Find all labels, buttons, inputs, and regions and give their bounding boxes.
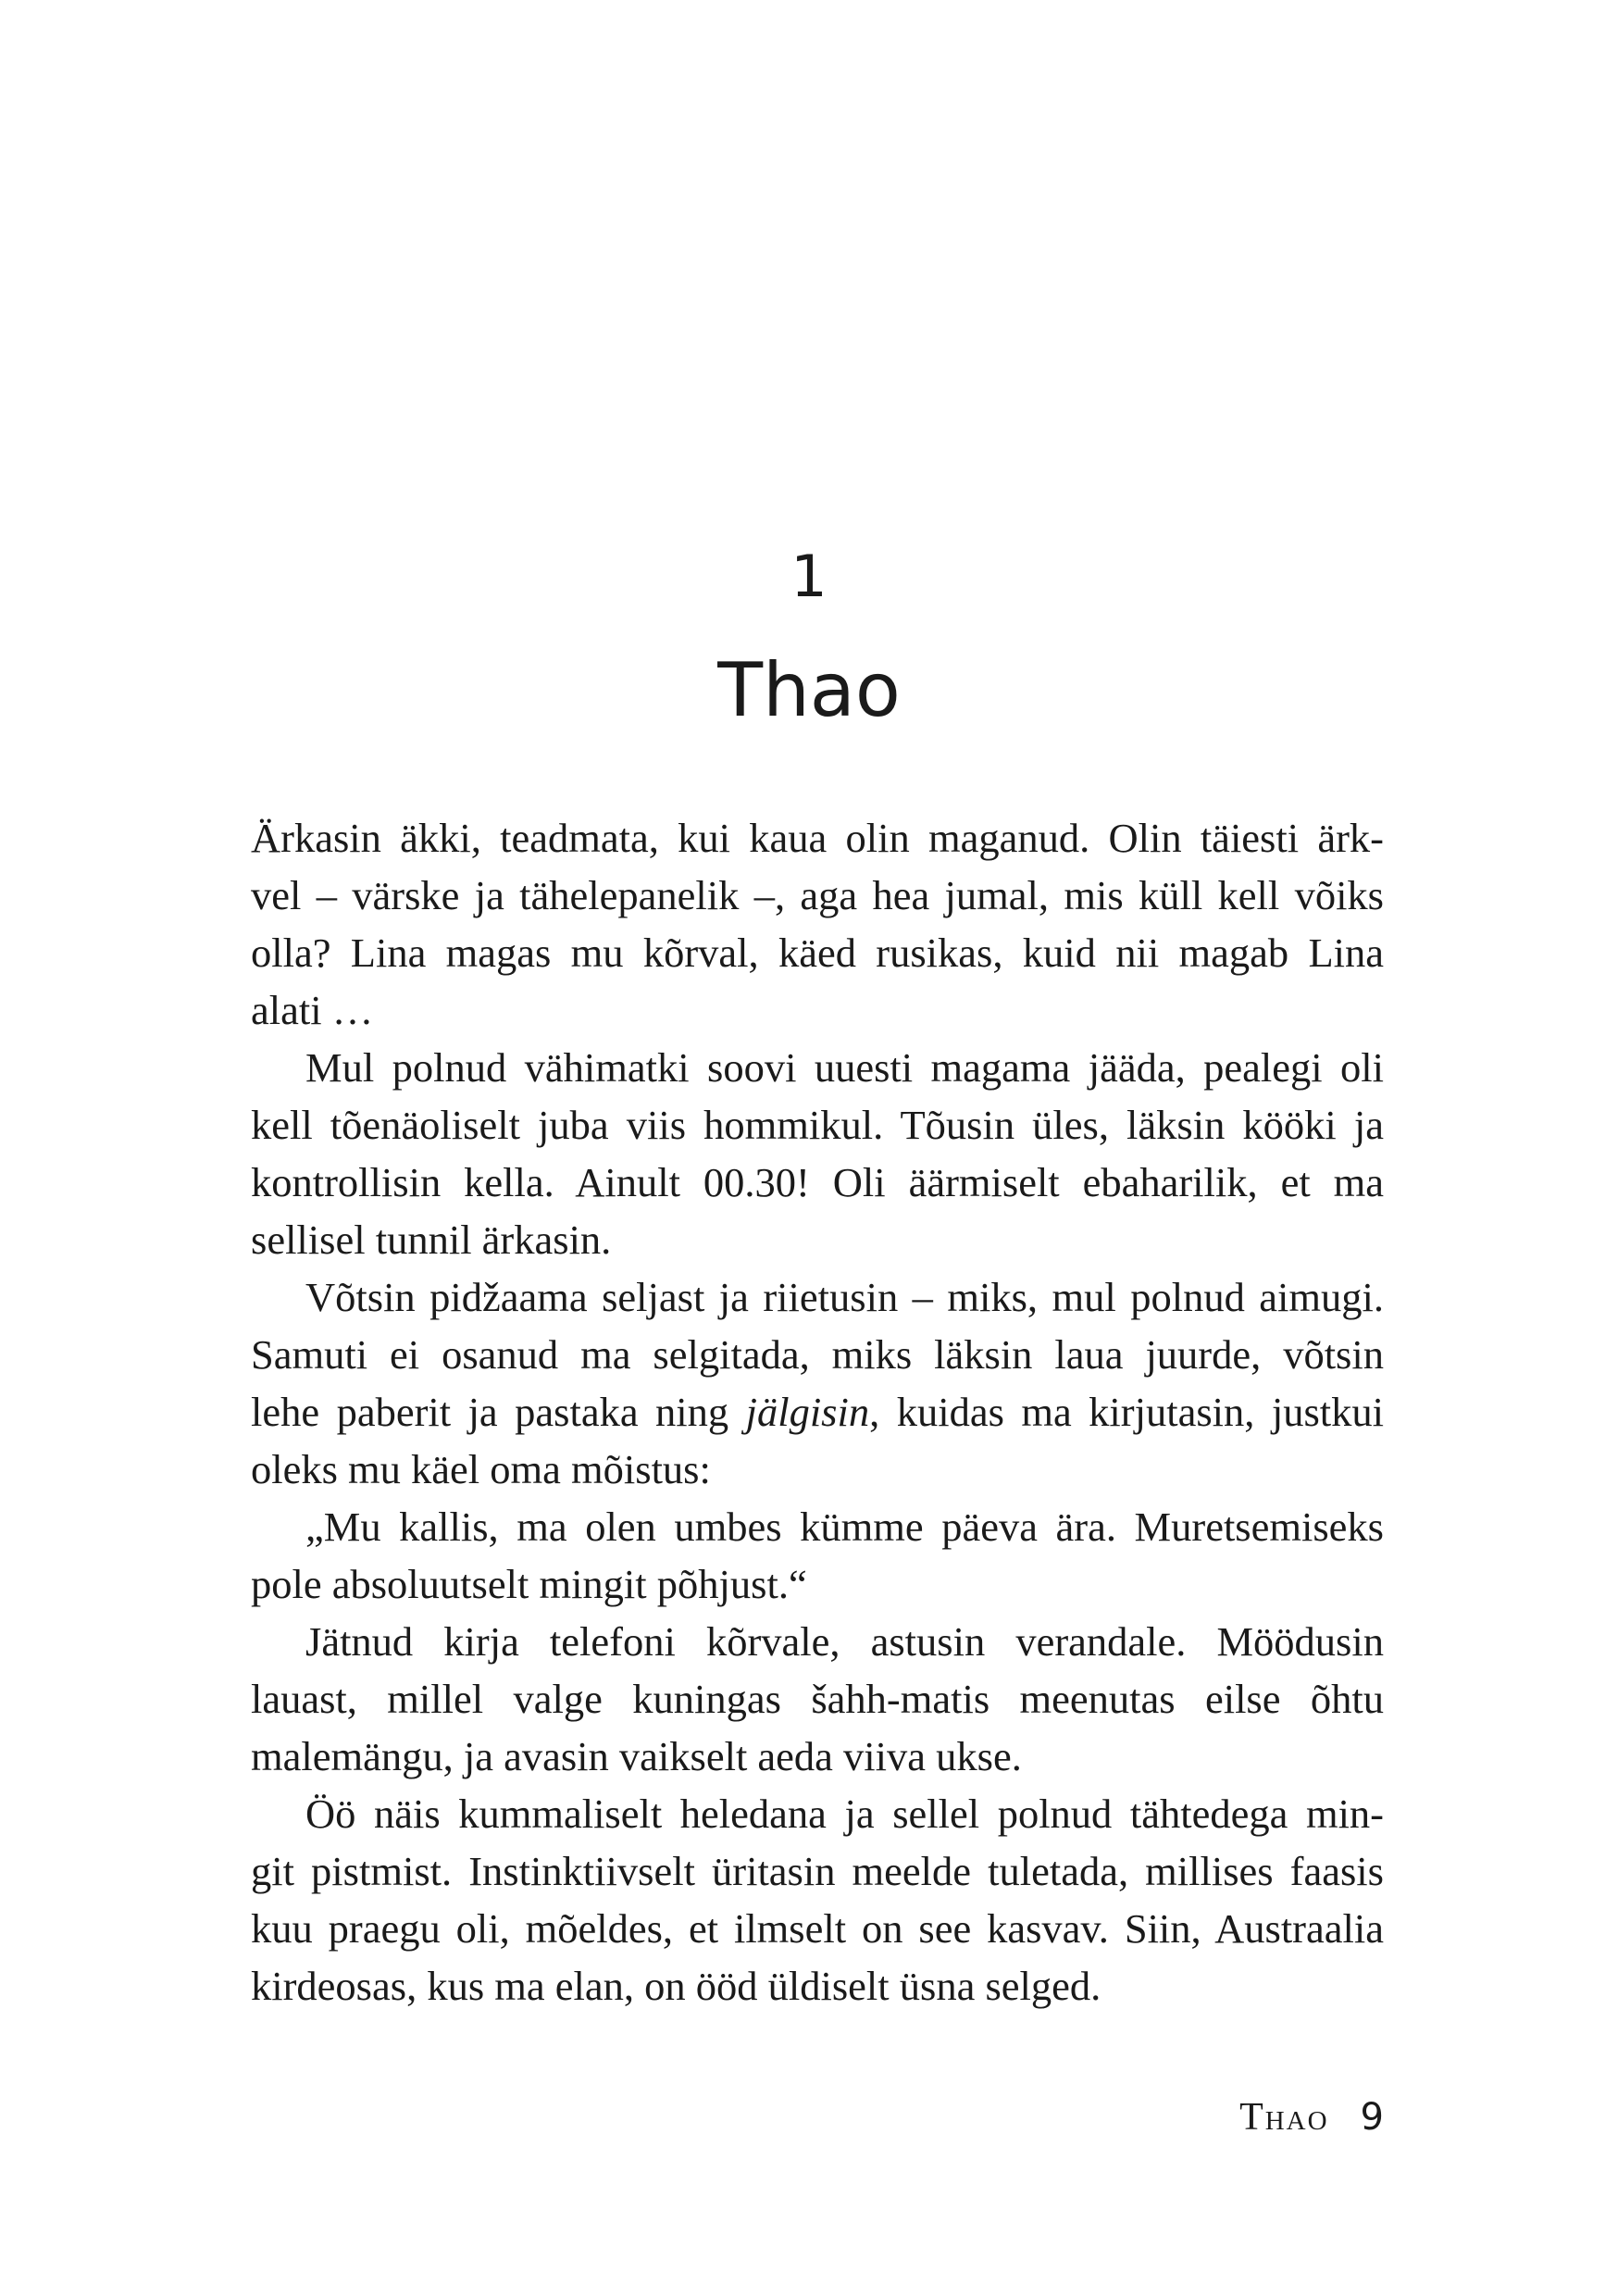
text-line: Ärkasin äkki, teadmata, kui kaua olin maganud. Olin täiesti ärk-: [251, 815, 1384, 861]
text-line: sellisel tunnil ärkasin.: [251, 1217, 612, 1263]
text-line: kell tõenäoliselt juba viis hommikul. Tõusin üles, läksin kööki ja: [251, 1102, 1384, 1148]
text-line: pole absoluutselt mingit põhjust.“: [251, 1561, 807, 1607]
text-line: [251, 1383, 1384, 1441]
text-line: „Mu kallis, ma olen umbes kümme päeva ära. Muretsemiseks: [305, 1504, 1384, 1550]
text-line: kirdeosas, kus ma elan, on ööd üldiselt üsna selged.: [251, 1963, 1101, 2009]
text-line: malemängu, ja avasin vaikselt aeda viiva ukse.: [251, 1733, 1022, 1779]
running-head: Thao: [1239, 2096, 1329, 2139]
text-line: Öö näis kummaliselt heledana ja sellel polnud tähtedega min-: [305, 1791, 1384, 1837]
text-line: git pistmist. Instinktiivselt üritasin meelde tuletada, millises faasis: [251, 1848, 1384, 1894]
text-line: Samuti ei osanud ma selgitada, miks läksin laua juurde, võtsin: [251, 1331, 1384, 1378]
page-number: 9: [1360, 2096, 1384, 2139]
text-line: vel – värske ja tähelepanelik –, aga hea jumal, mis küll kell võiks: [251, 872, 1384, 918]
italic-word: jälgisin: [745, 1389, 870, 1435]
text-line: olla? Lina magas mu kõrval, käed rusikas, kuid nii magab Lina: [251, 930, 1384, 976]
text-line: alati …: [251, 987, 374, 1033]
text-line: kontrollisin kella. Ainult 00.30! Oli äärmiselt ebaharilik, et ma: [251, 1159, 1384, 1205]
text-segment: , kuidas ma kirjutasin, justkui: [869, 1389, 1384, 1435]
body-text: [251, 809, 1384, 2015]
text-line: kuu praegu oli, mõeldes, et ilmselt on see kasvav. Siin, Austraalia: [251, 1905, 1384, 1952]
chapter-number: 1: [790, 543, 828, 610]
text-line: lauast, millel valge kuningas šahh-matis meenutas eilse õhtu: [251, 1676, 1384, 1722]
text-line: Jätnud kirja telefoni kõrvale, astusin verandale. Möödusin: [305, 1618, 1384, 1665]
text-segment: lehe paberit ja pastaka ning: [251, 1389, 746, 1435]
page-footer: [1239, 2094, 1384, 2140]
text-line: Võtsin pidžaama seljast ja riietusin – miks, mul polnud aimugi.: [305, 1274, 1384, 1320]
chapter-title: Thao: [717, 647, 901, 733]
text-line: oleks mu käel oma mõistus:: [251, 1446, 711, 1492]
text-line: Mul polnud vähimatki soovi uuesti magama jääda, pealegi oli: [305, 1044, 1384, 1091]
